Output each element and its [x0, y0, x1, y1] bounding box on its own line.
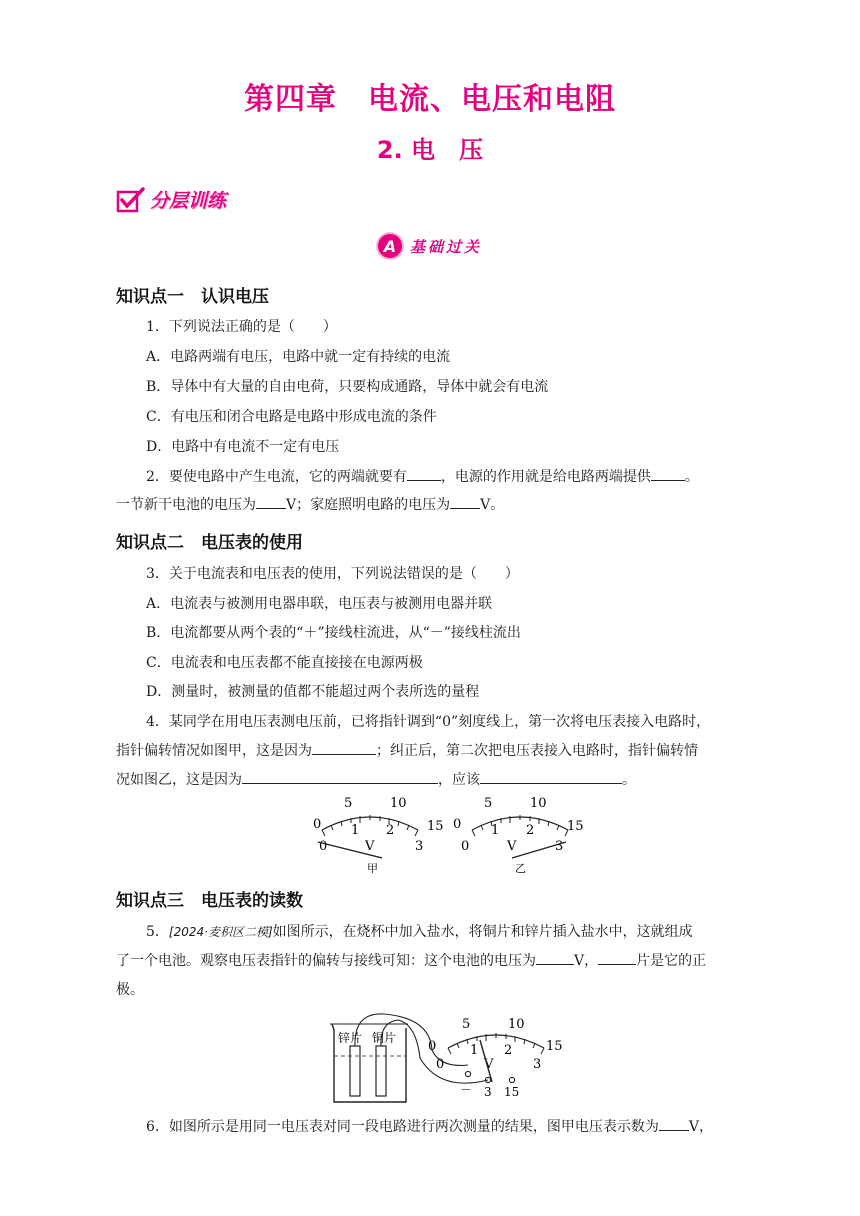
level-label: 基础过关 — [409, 237, 482, 256]
copper-plate — [376, 1046, 386, 1096]
terminal — [509, 1077, 514, 1082]
option-d: D．测量时，被测量的值都不能超过两个表所选的量程 — [146, 684, 480, 700]
answer-blank[interactable] — [598, 950, 636, 965]
option-b: B．导体中有大量的自由电荷，只要构成通路，导体中就会有电流 — [146, 379, 549, 395]
scale-label: 0 — [313, 817, 322, 832]
scale-label: 0 — [436, 1057, 445, 1072]
question-5-line-1: 5．[2024·麦积区二模]如图所示，在烧杯中加入盐水，将铜片和锌片插入盐水中，这就组成 — [146, 924, 693, 940]
scale-label: 5 — [484, 796, 493, 811]
question-stem: 3．关于电流表和电压表的使用，下列说法错误的是（ ） — [146, 566, 519, 582]
level-badge: A — [378, 234, 402, 258]
scale-label: 0 — [428, 1039, 437, 1054]
question-5-line-3: 极。 — [116, 982, 144, 998]
option-a: A．电流表与被测用电器串联，电压表与被测用电器并联 — [146, 596, 493, 612]
option-a: A．电路两端有电压，电路中就一定有持续的电流 — [146, 349, 451, 365]
question-4-line-1: 4．某同学在用电压表测电压前，已将指针调到“0”刻度线上，第一次将电压表接入电路时， — [146, 714, 711, 730]
scale-label: 5 — [462, 1017, 471, 1032]
answer-blank[interactable] — [536, 950, 574, 965]
scale-label: 0 — [453, 817, 462, 832]
voltmeter — [428, 1017, 563, 1099]
zinc-plate — [350, 1046, 360, 1096]
scale-label: 1 — [351, 823, 360, 838]
terminal-label: 15 — [504, 1085, 520, 1099]
voltmeter-jia — [313, 796, 444, 875]
chapter-title: 第四章 电流、电压和电阻 — [244, 82, 616, 117]
scale-label: 10 — [508, 1017, 525, 1032]
checkbox-icon — [116, 187, 146, 213]
scale-label: 3 — [415, 839, 424, 854]
question-5-line-2: 了一个电池。观察电压表指针的偏转与接线可知：这个电池的电压为 V， 片是它的正 — [116, 950, 746, 972]
scale-label: 5 — [344, 796, 353, 811]
section-title: 知识点三 电压表的读数 — [116, 891, 303, 911]
scale-label: 15 — [567, 819, 584, 834]
answer-blank[interactable] — [651, 466, 685, 481]
scale-label: 2 — [526, 823, 535, 838]
scale-label: 0 — [461, 839, 470, 854]
figure-caption: 甲 — [367, 862, 378, 875]
scale-label: 10 — [530, 796, 547, 811]
question-stem: 1．下列说法正确的是（ ） — [146, 319, 337, 335]
question-4-line-3: 况如图乙，这是因为 ，应该 。 — [116, 769, 746, 791]
section-title: 知识点二 电压表的使用 — [116, 533, 303, 553]
option-d: D．电路中有电流不一定有电压 — [146, 439, 340, 455]
copper-label: 铜片 — [372, 1031, 397, 1045]
option-c: C．电流表和电压表都不能直接接在电源两极 — [146, 655, 423, 671]
scale-label: 1 — [491, 823, 500, 838]
practice-banner — [116, 186, 226, 213]
scale-label: 10 — [390, 796, 407, 811]
banner-label: 分层训练 — [150, 190, 227, 212]
option-c: C．有电压和闭合电路是电路中形成电流的条件 — [146, 409, 437, 425]
section-title: 知识点一 认识电压 — [116, 287, 269, 307]
battery-circuit-figure — [320, 1010, 580, 1110]
scale-label: 1 — [470, 1043, 479, 1058]
terminal-label: 3 — [484, 1085, 492, 1099]
answer-blank[interactable] — [242, 769, 438, 784]
option-b: B．电流都要从两个表的“＋”接线柱流进，从“－”接线柱流出 — [146, 625, 521, 641]
figure-caption: 乙 — [515, 862, 526, 875]
terminal-label: － — [460, 1083, 473, 1097]
scale-label: 15 — [427, 819, 444, 834]
answer-blank[interactable] — [659, 1116, 689, 1131]
answer-blank[interactable] — [407, 466, 441, 481]
question-2-line-1: 2．要使电路中产生电流，它的两端就要有 ，电源的作用就是给电路两端提供 。 — [146, 466, 776, 488]
answer-blank[interactable] — [450, 494, 480, 509]
unit-label: V — [507, 839, 517, 854]
zinc-label: 锌片 — [338, 1031, 363, 1045]
question-4-line-2: 指针偏转情况如图甲，这是因为 ；纠正后，第二次把电压表接入电路时，指针偏转情 — [116, 740, 746, 762]
answer-blank[interactable] — [480, 769, 622, 784]
scale-label: 0 — [319, 839, 328, 854]
scale-label: 3 — [533, 1057, 542, 1072]
terminal — [465, 1071, 470, 1076]
unit-label: V — [484, 1057, 494, 1072]
voltmeter-figure — [300, 792, 600, 878]
question-6-line-1: 6．如图所示是用同一电压表对同一段电路进行两次测量的结果，图甲电压表示数为 V， — [146, 1116, 776, 1138]
scale-label: 2 — [386, 823, 395, 838]
question-2-line-2: 一节新干电池的电压为 V；家庭照明电路的电压为 V。 — [116, 494, 746, 516]
answer-blank[interactable] — [312, 740, 376, 755]
scale-label: 15 — [546, 1039, 563, 1054]
answer-blank[interactable] — [256, 494, 286, 509]
scale-label: 2 — [504, 1043, 513, 1058]
unit-label: V — [365, 839, 375, 854]
scale-label: 3 — [555, 839, 564, 854]
voltmeter-yi — [453, 796, 584, 875]
question-source: [2024·麦积区二模] — [168, 925, 273, 939]
lesson-title: 2. 电 压 — [376, 136, 484, 164]
level-heading — [0, 234, 860, 258]
beaker — [330, 1024, 408, 1102]
